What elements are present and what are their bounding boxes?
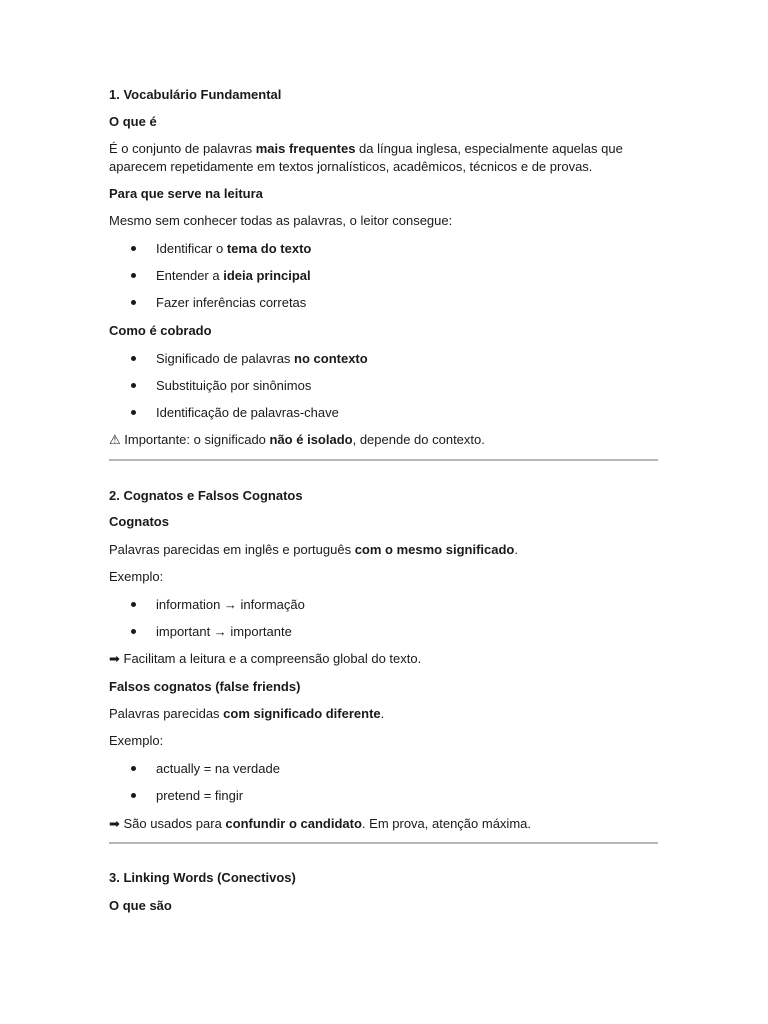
heading-para-que-serve: Para que serve na leitura bbox=[109, 186, 263, 201]
list-item: Entender a ideia principal bbox=[156, 268, 311, 283]
heading-o-que-sao: O que são bbox=[109, 898, 172, 913]
paragraph: É o conjunto de palavras mais frequentes da língua inglesa, especialmente aquelas que bbox=[109, 141, 623, 156]
section-divider bbox=[109, 459, 658, 461]
example-label: Exemplo: bbox=[109, 569, 164, 584]
list-item: Fazer inferências corretas bbox=[156, 295, 307, 310]
heading-como-e-cobrado: Como é cobrado bbox=[109, 323, 212, 338]
paragraph: Palavras parecidas em inglês e português com o mesmo significado. bbox=[109, 542, 518, 557]
section-divider bbox=[109, 842, 658, 844]
bullet-icon bbox=[131, 246, 136, 251]
bullet-icon bbox=[131, 273, 136, 278]
section-1-title: 1. Vocabulário Fundamental bbox=[109, 87, 282, 102]
list-item: important → importante bbox=[156, 624, 292, 639]
note: ➡ Facilitam a leitura e a compreensão global do texto. bbox=[109, 651, 422, 666]
bullet-icon bbox=[131, 300, 136, 305]
note: ➡ São usados para confundir o candidato. Em prova, atenção máxima. bbox=[109, 816, 531, 831]
list-item: Identificar o tema do texto bbox=[156, 241, 312, 256]
section-2-title: 2. Cognatos e Falsos Cognatos bbox=[109, 488, 303, 503]
heading-falsos-cognatos: Falsos cognatos (false friends) bbox=[109, 679, 301, 694]
list-item: Significado de palavras no contexto bbox=[156, 351, 368, 366]
list-item: information → informação bbox=[156, 597, 305, 612]
bullet-icon bbox=[131, 602, 136, 607]
bullet-icon bbox=[131, 766, 136, 771]
paragraph: Palavras parecidas com significado diferente. bbox=[109, 706, 385, 721]
list-item: actually = na verdade bbox=[156, 761, 280, 776]
heading-cognatos: Cognatos bbox=[109, 514, 169, 529]
list-item: pretend = fingir bbox=[156, 788, 244, 803]
list-item: Identificação de palavras-chave bbox=[156, 405, 339, 420]
heading-o-que-e: O que é bbox=[109, 114, 157, 129]
section-3-title: 3. Linking Words (Conectivos) bbox=[109, 870, 296, 885]
list-item: Substituição por sinônimos bbox=[156, 378, 312, 393]
bullet-icon bbox=[131, 629, 136, 634]
bullet-icon bbox=[131, 383, 136, 388]
warning-note: ⚠ Importante: o significado não é isolado, depende do contexto. bbox=[109, 432, 485, 447]
bullet-icon bbox=[131, 356, 136, 361]
paragraph: Mesmo sem conhecer todas as palavras, o leitor consegue: bbox=[109, 213, 453, 228]
bullet-icon bbox=[131, 410, 136, 415]
example-label: Exemplo: bbox=[109, 733, 164, 748]
bullet-icon bbox=[131, 793, 136, 798]
paragraph: aparecem repetidamente em textos jornalísticos, acadêmicos, técnicos e de provas. bbox=[109, 159, 593, 174]
